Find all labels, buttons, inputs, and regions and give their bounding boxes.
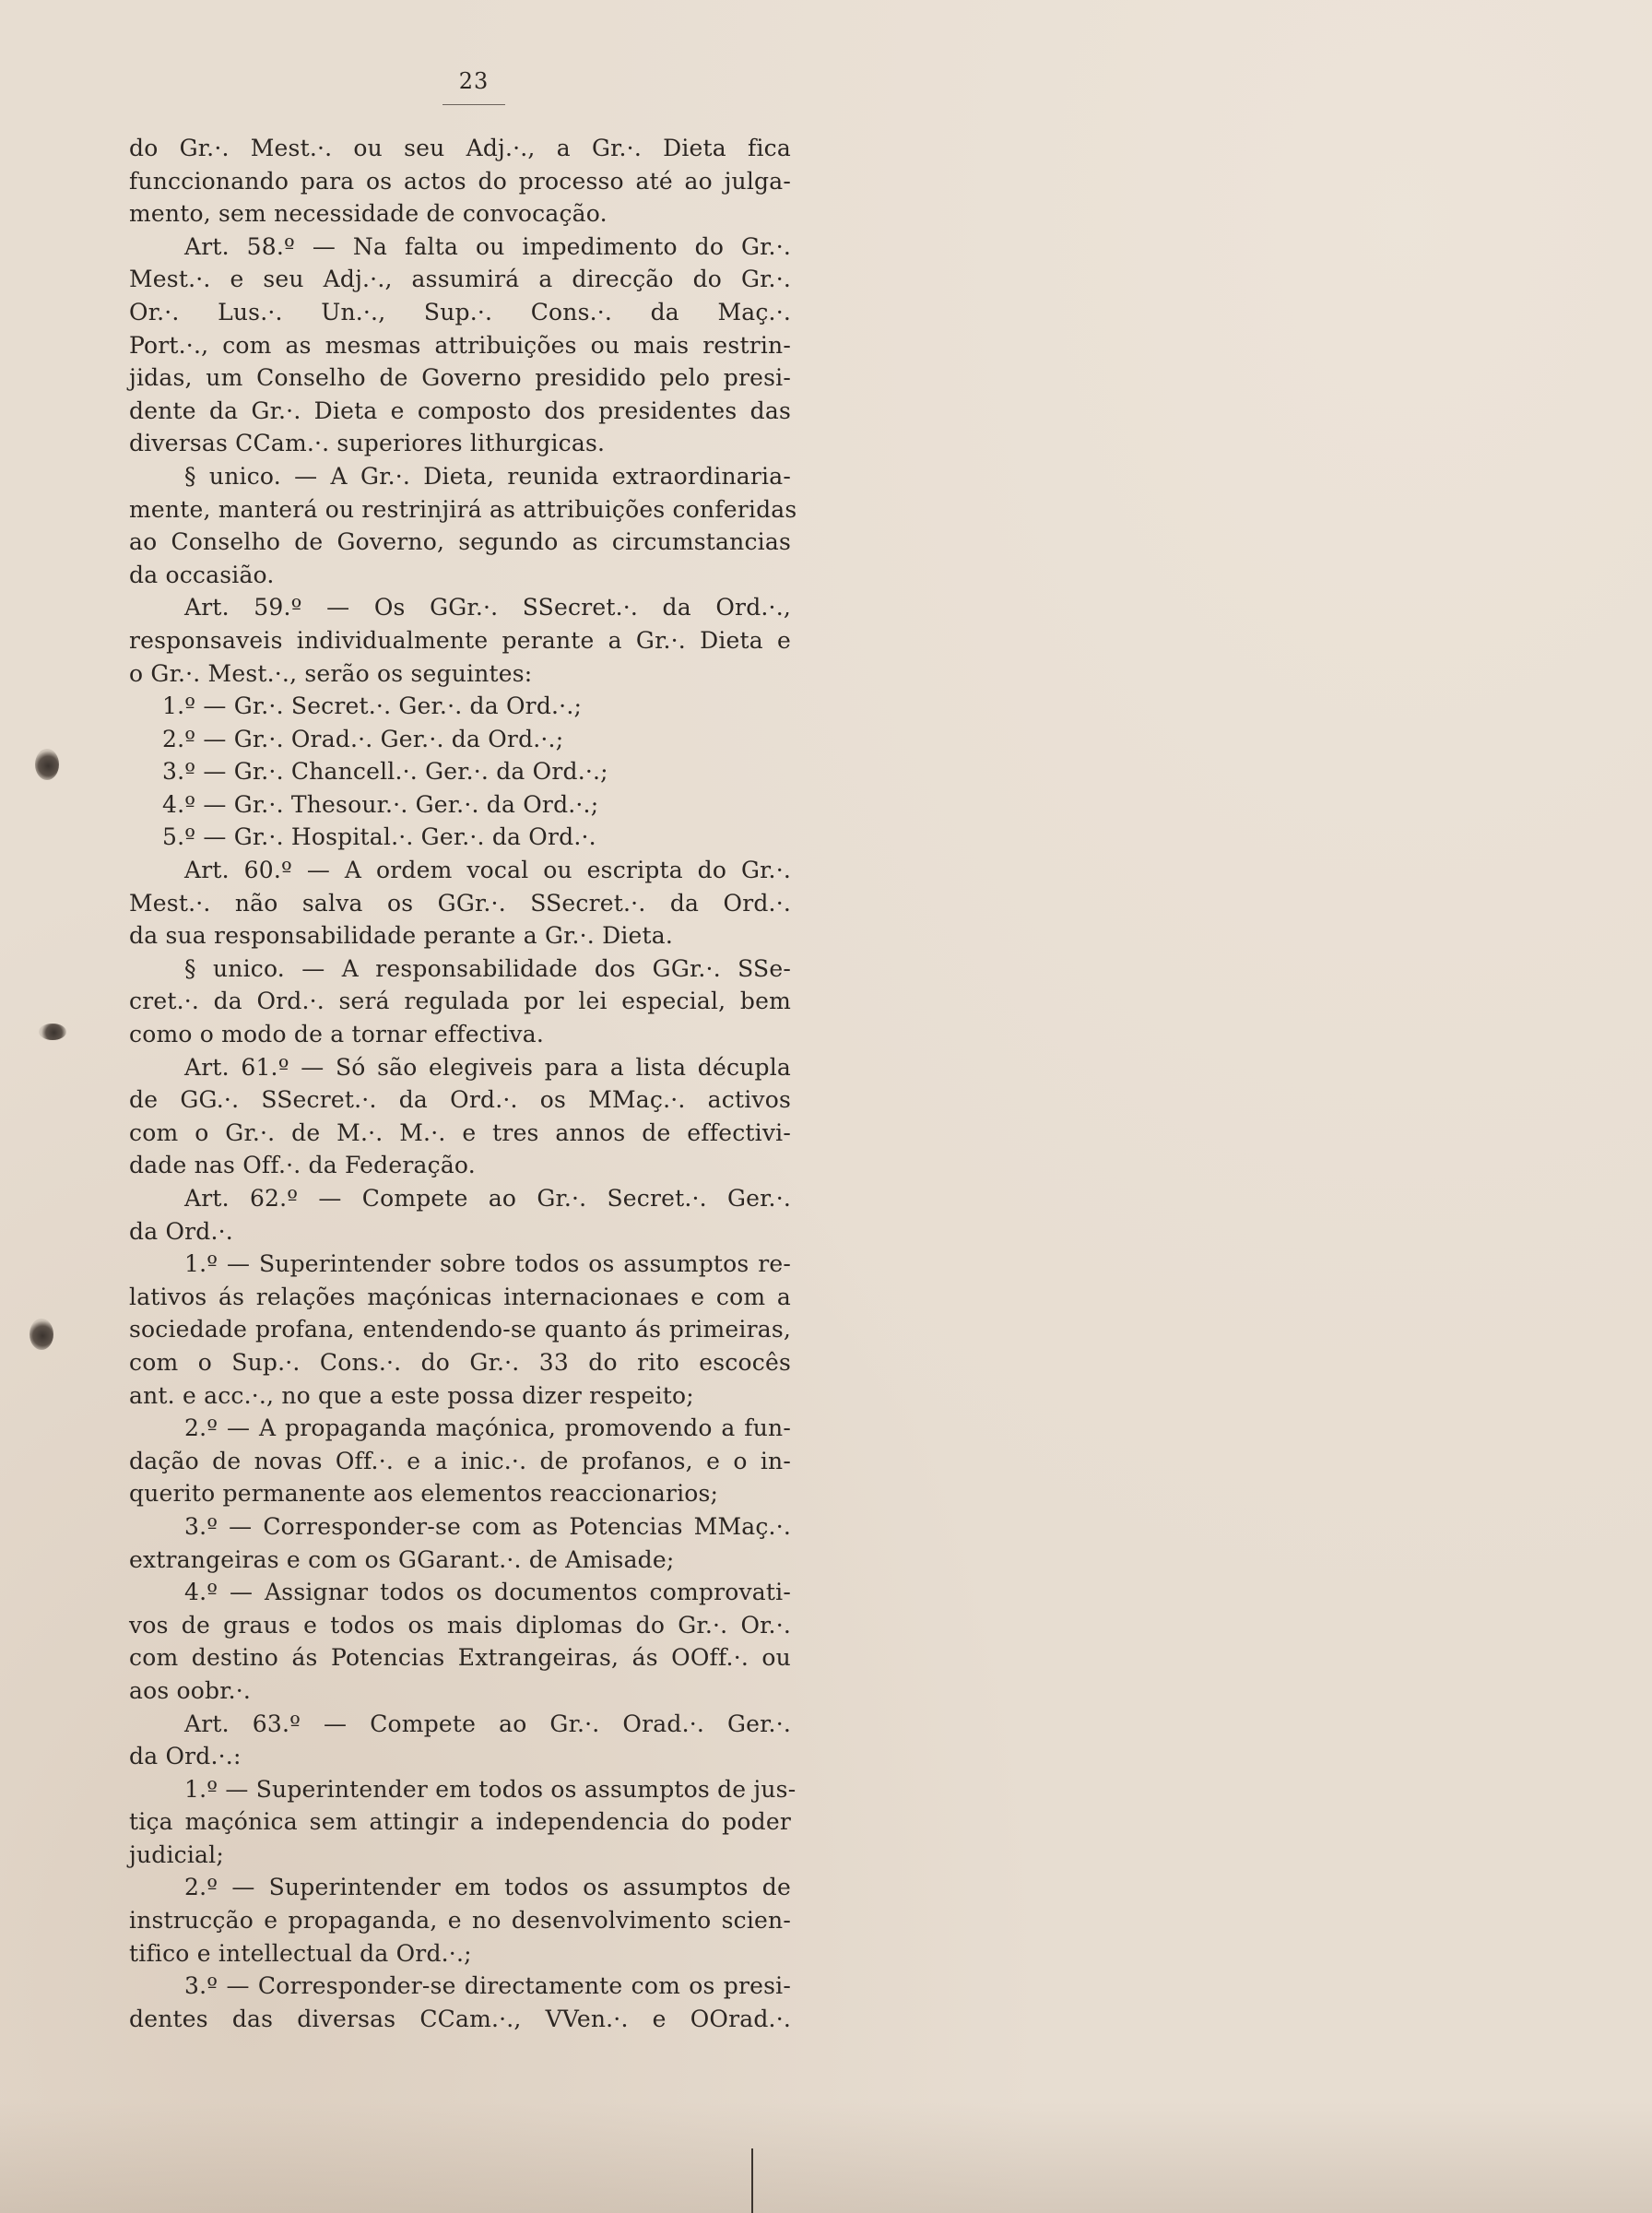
text-line: 4.º — Gr.·. Thesour.·. Ger.·. da Ord.·.; <box>162 790 599 818</box>
text-line: vos de graus e todos os mais diplomas do Gr.·. Or.·. <box>129 1611 791 1639</box>
binding-hole <box>35 749 59 780</box>
text-line: Art. 62.º — Compete ao Gr.·. Secret.·. Ger.·. <box>184 1185 791 1212</box>
page-number: 23 <box>458 68 490 94</box>
text-line: da Ord.·. <box>129 1217 233 1245</box>
text-line: 5.º — Gr.·. Hospital.·. Ger.·. da Ord.·. <box>162 823 596 851</box>
text-line: Art. 63.º — Compete ao Gr.·. Orad.·. Ger.·. <box>184 1710 791 1737</box>
text-line: da sua responsabilidade perante a Gr.·. Dieta. <box>129 922 674 950</box>
text-line: dente da Gr.·. Dieta e composto dos presidentes das <box>129 396 791 424</box>
text-line: instrucção e propaganda, e no desenvolvimento scien- <box>129 1907 791 1935</box>
text-line: judicial; <box>129 1840 224 1868</box>
text-line: com destino ás Potencias Extrangeiras, ás OOff.·. ou <box>129 1644 791 1672</box>
text-line: Art. 60.º — A ordem vocal ou escripta do Gr.·. <box>184 857 791 884</box>
text-line: 3.º — Corresponder-se directamente com os presi- <box>184 1972 791 2000</box>
text-line: aos oobr.·. <box>129 1676 252 1704</box>
text-line: dação de novas Off.·. e a inic.·. de profanos, e o in- <box>129 1447 791 1474</box>
text-line: ant. e acc.·., no que a este possa dizer respeito; <box>129 1381 694 1409</box>
text-line: como o modo de a tornar effectiva. <box>129 1021 544 1048</box>
text-line: 4.º — Assignar todos os documentos comprovati- <box>184 1579 791 1606</box>
text-line: o Gr.·. Mest.·., serão os seguintes: <box>129 659 533 687</box>
text-line: com o Sup.·. Cons.·. do Gr.·. 33 do rito escocês <box>129 1348 791 1376</box>
text-line: sociedade profana, entendendo-se quanto ás primeiras, <box>129 1316 791 1343</box>
text-line: Mest.·. não salva os GGr.·. SSecret.·. da Ord.·. <box>129 889 791 917</box>
text-line: dade nas Off.·. da Federação. <box>129 1152 476 1179</box>
paper-crease <box>751 2148 753 2213</box>
text-line: Art. 61.º — Só são elegiveis para a lista décupla <box>184 1053 791 1081</box>
text-line: Art. 59.º — Os GGr.·. SSecret.·. da Ord.·., <box>184 594 791 621</box>
text-line: 2.º — A propaganda maçónica, promovendo a fun- <box>184 1414 791 1442</box>
binding-hole <box>30 1319 53 1350</box>
text-line: da Ord.·.: <box>129 1743 242 1770</box>
text-line: Mest.·. e seu Adj.·., assumirá a direcção do Gr.·. <box>129 266 791 293</box>
text-line: do Gr.·. Mest.·. ou seu Adj.·., a Gr.·. Dieta fica <box>129 135 791 161</box>
text-line: 3.º — Gr.·. Chancell.·. Ger.·. da Ord.·.; <box>162 758 608 786</box>
body-text <box>129 132 797 2035</box>
text-line: § unico. — A Gr.·. Dieta, reunida extraordinaria- <box>184 462 791 490</box>
text-line: extrangeiras e com os GGarant.·. de Amisade; <box>129 1545 675 1573</box>
text-line: 1.º — Superintender em todos os assumptos de jus- <box>184 1775 796 1803</box>
text-line: cret.·. da Ord.·. será regulada por lei especial, bem <box>129 988 791 1015</box>
text-line: Port.·., com as mesmas attribuições ou mais restrin- <box>129 331 791 359</box>
text-line: 3.º — Corresponder-se com as Potencias MMaç.·. <box>184 1512 791 1540</box>
page-stain <box>0 2102 1652 2213</box>
binding-hole <box>39 1024 66 1040</box>
text-line: 2.º — Superintender em todos os assumptos de <box>184 1874 791 1901</box>
text-line: funccionando para os actos do processo até ao julga- <box>129 167 791 195</box>
text-line: mento, sem necessidade de convocação. <box>129 200 608 228</box>
text-line: da occasião. <box>129 561 275 588</box>
text-line: tifico e intellectual da Ord.·.; <box>129 1939 472 1967</box>
text-line: ao Conselho de Governo, segundo as circumstancias <box>129 528 791 556</box>
header-rule <box>442 104 505 105</box>
text-line: 1.º — Gr.·. Secret.·. Ger.·. da Ord.·.; <box>162 692 583 720</box>
text-line: Or.·. Lus.·. Un.·., Sup.·. Cons.·. da Maç.·. <box>129 298 791 325</box>
text-line: lativos ás relações maçónicas internacionaes e com a <box>129 1283 791 1310</box>
text-line: 2.º — Gr.·. Orad.·. Ger.·. da Ord.·.; <box>162 725 564 752</box>
text-line: responsaveis individualmente perante a Gr.·. Dieta e <box>129 626 791 654</box>
text-line: § unico. — A responsabilidade dos GGr.·. SSe- <box>184 954 791 982</box>
text-line: mente, manterá ou restrinjirá as attribuições conferidas <box>129 495 797 523</box>
text-line: dentes das diversas CCam.·., VVen.·. e OOrad.·. <box>129 2005 791 2032</box>
text-line: querito permanente aos elementos reaccionarios; <box>129 1480 719 1508</box>
text-line: tiça maçónica sem attingir a independencia do poder <box>129 1808 791 1836</box>
text-line: jidas, um Conselho de Governo presidido pelo presi- <box>129 364 791 392</box>
text-line: diversas CCam.·. superiores lithurgicas. <box>129 430 606 457</box>
text-line: Art. 58.º — Na falta ou impedimento do Gr.·. <box>184 232 791 260</box>
text-line: 1.º — Superintender sobre todos os assumptos re- <box>184 1250 791 1278</box>
text-line: de GG.·. SSecret.·. da Ord.·. os MMaç.·. activos <box>129 1086 791 1114</box>
text-line: com o Gr.·. de M.·. M.·. e tres annos de effectivi- <box>129 1118 791 1146</box>
